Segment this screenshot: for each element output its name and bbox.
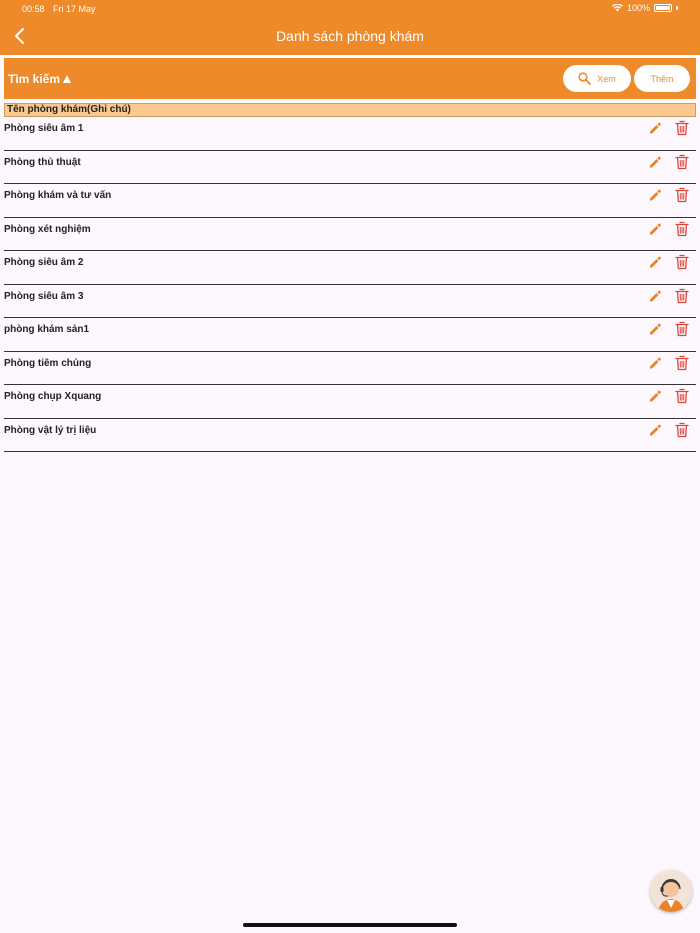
list-item-label: Phòng siêu âm 1 xyxy=(4,123,84,134)
battery-percent: 100% xyxy=(626,3,650,13)
edit-icon[interactable] xyxy=(648,356,662,370)
status-date: Fri 17 May xyxy=(53,4,96,14)
list-item-label: Phòng tiêm chủng xyxy=(4,357,92,369)
edit-icon[interactable] xyxy=(648,155,662,169)
trash-icon[interactable] xyxy=(675,388,689,404)
trash-icon[interactable] xyxy=(675,355,689,371)
list-item[interactable] xyxy=(4,285,696,319)
edit-icon[interactable] xyxy=(648,289,662,303)
list-item[interactable] xyxy=(4,218,696,252)
trash-icon[interactable] xyxy=(675,120,689,136)
triangle-up-icon xyxy=(63,75,71,83)
app-header xyxy=(0,0,700,55)
list-item-label: Phòng xét nghiệm xyxy=(4,223,91,235)
add-button[interactable] xyxy=(634,65,690,92)
list-item[interactable] xyxy=(4,318,696,352)
list-item-label: Phòng vật lý trị liệu xyxy=(4,424,97,436)
list-item-label: Phòng siêu âm 3 xyxy=(4,290,84,302)
search-toggle[interactable] xyxy=(8,72,71,86)
battery-tip xyxy=(676,6,678,10)
edit-icon[interactable] xyxy=(648,222,662,236)
trash-icon[interactable] xyxy=(675,422,689,438)
clinic-list xyxy=(4,117,696,452)
assistant-avatar-button[interactable] xyxy=(650,870,692,912)
list-item[interactable] xyxy=(4,385,696,419)
list-item[interactable] xyxy=(4,184,696,218)
page-title: Danh sách phòng khám xyxy=(276,28,424,44)
list-item-label: phòng khám sản1 xyxy=(4,324,90,335)
status-indicators xyxy=(612,3,678,13)
list-item[interactable] xyxy=(4,352,696,386)
wifi-icon xyxy=(612,4,623,12)
list-item[interactable] xyxy=(4,151,696,185)
add-button-label: Thêm xyxy=(650,73,674,84)
home-indicator xyxy=(243,923,457,927)
list-item-label: Phòng siêu âm 2 xyxy=(4,257,84,268)
list-item[interactable] xyxy=(4,117,696,151)
search-icon xyxy=(578,72,591,85)
trash-icon[interactable] xyxy=(675,154,689,170)
edit-icon[interactable] xyxy=(648,389,662,403)
search-toggle-label: Tìm kiếm xyxy=(8,72,61,86)
edit-icon[interactable] xyxy=(648,255,662,269)
status-bar xyxy=(0,0,700,18)
list-item-label: Phòng chụp Xquang xyxy=(4,391,102,402)
list-item-label: Phòng khám và tư vấn xyxy=(4,190,112,201)
column-header: Tên phòng khám(Ghi chú) xyxy=(4,103,696,117)
edit-icon[interactable] xyxy=(648,322,662,336)
trash-icon[interactable] xyxy=(675,221,689,237)
list-item[interactable] xyxy=(4,251,696,285)
battery-icon xyxy=(654,4,672,12)
edit-icon[interactable] xyxy=(648,188,662,202)
search-bar xyxy=(4,58,696,99)
trash-icon[interactable] xyxy=(675,187,689,203)
list-item-label: Phòng thủ thuật xyxy=(4,156,81,168)
support-agent-icon xyxy=(650,870,692,912)
status-time: 00:58 xyxy=(22,4,45,14)
edit-icon[interactable] xyxy=(648,121,662,135)
list-item[interactable] xyxy=(4,419,696,453)
view-button[interactable] xyxy=(563,65,631,92)
trash-icon[interactable] xyxy=(675,321,689,337)
trash-icon[interactable] xyxy=(675,254,689,270)
edit-icon[interactable] xyxy=(648,423,662,437)
trash-icon[interactable] xyxy=(675,288,689,304)
view-button-label: Xem xyxy=(597,73,616,84)
